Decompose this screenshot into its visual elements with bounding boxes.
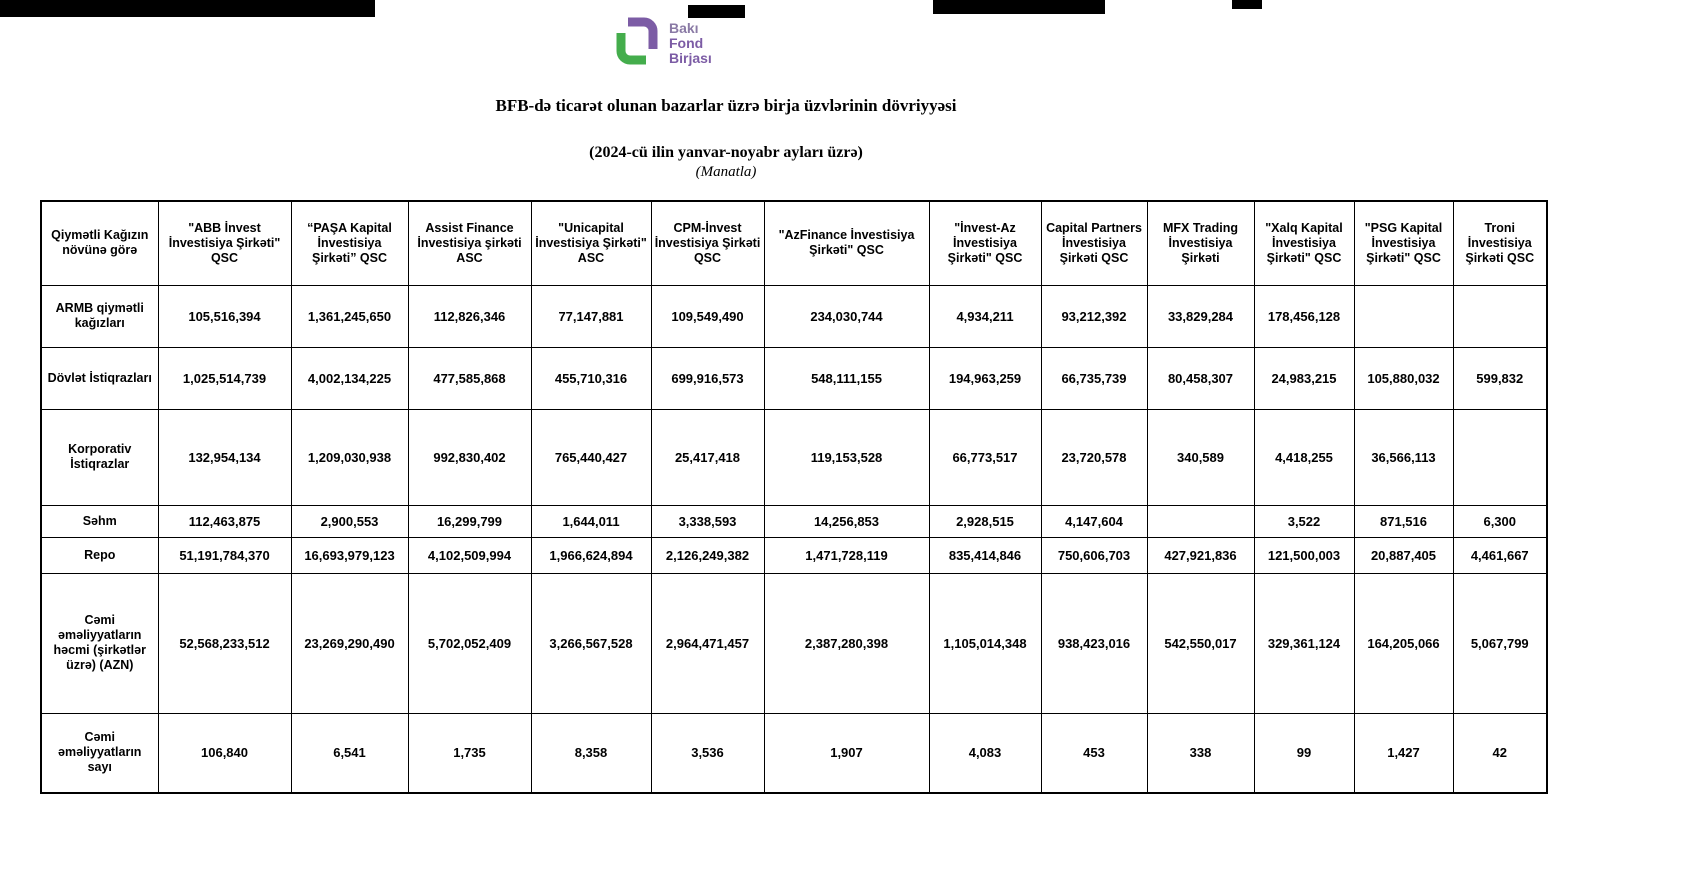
cell-r4-c0: 51,191,784,370 [158,537,291,573]
report-subtitle: (2024-cü ilin yanvar-noyabr ayları üzrə) [589,144,863,161]
cell-r4-c1: 16,693,979,123 [291,537,408,573]
cell-r4-c9: 121,500,003 [1254,537,1354,573]
cell-r1-c6: 194,963,259 [929,347,1041,409]
cell-r6-c0: 106,840 [158,713,291,793]
cell-r6-c4: 3,536 [651,713,764,793]
cell-r4-c11: 4,461,667 [1453,537,1547,573]
cell-r6-c2: 1,735 [408,713,531,793]
cell-r0-c7: 93,212,392 [1041,285,1147,347]
cell-r0-c6: 4,934,211 [929,285,1041,347]
table-body [41,285,1547,793]
redaction-bar [933,0,1105,14]
column-header-10: "PSG Kapital İnvestisiya Şirkəti" QSC [1354,201,1453,285]
cell-r4-c10: 20,887,405 [1354,537,1453,573]
column-header-8: MFX Trading İnvestisiya Şirkəti [1147,201,1254,285]
row-label-6: Cəmi əməliyyatların sayı [41,713,158,793]
cell-r6-c7: 453 [1041,713,1147,793]
cell-r0-c4: 109,549,490 [651,285,764,347]
cell-r0-c10 [1354,285,1453,347]
cell-r2-c9: 4,418,255 [1254,409,1354,505]
cell-r4-c7: 750,606,703 [1041,537,1147,573]
cell-r2-c8: 340,589 [1147,409,1254,505]
row-label-4: Repo [41,537,158,573]
cell-r2-c10: 36,566,113 [1354,409,1453,505]
cell-r2-c5: 119,153,528 [764,409,929,505]
table-row-6 [41,713,1547,793]
turnover-table [40,200,1548,794]
table-row-0 [41,285,1547,347]
cell-r3-c8 [1147,505,1254,537]
logo-line-2: Fond [669,35,704,51]
table-row-4 [41,537,1547,573]
cell-r1-c2: 477,585,868 [408,347,531,409]
cell-r5-c11: 5,067,799 [1453,573,1547,713]
cell-r5-c6: 1,105,014,348 [929,573,1041,713]
cell-r5-c1: 23,269,290,490 [291,573,408,713]
cell-r4-c2: 4,102,509,994 [408,537,531,573]
cell-r6-c8: 338 [1147,713,1254,793]
cell-r1-c0: 1,025,514,739 [158,347,291,409]
cell-r6-c6: 4,083 [929,713,1041,793]
cell-r0-c9: 178,456,128 [1254,285,1354,347]
table-head-row [41,201,1547,285]
cell-r0-c1: 1,361,245,650 [291,285,408,347]
cell-r2-c1: 1,209,030,938 [291,409,408,505]
cell-r6-c11: 42 [1453,713,1547,793]
cell-r3-c0: 112,463,875 [158,505,291,537]
cell-r5-c0: 52,568,233,512 [158,573,291,713]
cell-r5-c3: 3,266,567,528 [531,573,651,713]
cell-r2-c6: 66,773,517 [929,409,1041,505]
cell-r1-c7: 66,735,739 [1041,347,1147,409]
cell-r2-c7: 23,720,578 [1041,409,1147,505]
column-header-7: Capital Partners İnvestisiya Şirkəti QSC [1041,201,1147,285]
cell-r3-c1: 2,900,553 [291,505,408,537]
cell-r1-c1: 4,002,134,225 [291,347,408,409]
column-header-3: "Unicapital İnvestisiya Şirkəti" ASC [531,201,651,285]
cell-r3-c9: 3,522 [1254,505,1354,537]
table-row-5 [41,573,1547,713]
cell-r2-c3: 765,440,427 [531,409,651,505]
cell-r2-c11 [1453,409,1547,505]
row-label-3: Səhm [41,505,158,537]
row-label-5: Cəmi əməliyyatların həcmi (şirkətlər üzrə) (AZN) [41,573,158,713]
cell-r0-c0: 105,516,394 [158,285,291,347]
cell-r0-c2: 112,826,346 [408,285,531,347]
cell-r0-c5: 234,030,744 [764,285,929,347]
cell-r6-c3: 8,358 [531,713,651,793]
cell-r3-c3: 1,644,011 [531,505,651,537]
row-label-1: Dövlət İstiqrazları [41,347,158,409]
logo-line-1: Bakı [669,20,699,36]
cell-r4-c4: 2,126,249,382 [651,537,764,573]
column-header-11: Troni İnvestisiya Şirkəti QSC [1453,201,1547,285]
cell-r2-c2: 992,830,402 [408,409,531,505]
column-header-5: "AzFinance İnvestisiya Şirkəti" QSC [764,201,929,285]
cell-r3-c10: 871,516 [1354,505,1453,537]
cell-r3-c2: 16,299,799 [408,505,531,537]
table-row-3 [41,505,1547,537]
logo-line-3: Birjası [669,50,712,66]
column-header-0: "ABB İnvest İnvestisiya Şirkəti" QSC [158,201,291,285]
column-header-6: "İnvest-Az İnvestisiya Şirkəti" QSC [929,201,1041,285]
cell-r5-c9: 329,361,124 [1254,573,1354,713]
cell-r4-c6: 835,414,846 [929,537,1041,573]
cell-r6-c1: 6,541 [291,713,408,793]
title-block [0,96,1452,181]
report-title: BFB-də ticarət olunan bazarlar üzrə birja üzvlərinin dövriyyəsi [495,96,957,115]
cell-r0-c11 [1453,285,1547,347]
cell-r5-c2: 5,702,052,409 [408,573,531,713]
cell-r5-c10: 164,205,066 [1354,573,1453,713]
cell-r1-c4: 699,916,573 [651,347,764,409]
redaction-bar [1232,0,1262,9]
corner-header: Qiymətli Kağızın növünə görə [41,201,158,285]
column-header-9: "Xalq Kapital İnvestisiya Şirkəti" QSC [1254,201,1354,285]
cell-r3-c5: 14,256,853 [764,505,929,537]
cell-r5-c4: 2,964,471,457 [651,573,764,713]
cell-r6-c5: 1,907 [764,713,929,793]
column-header-1: “PAŞA Kapital İnvestisiya Şirkəti” QSC [291,201,408,285]
cell-r1-c10: 105,880,032 [1354,347,1453,409]
cell-r6-c9: 99 [1254,713,1354,793]
cell-r3-c4: 3,338,593 [651,505,764,537]
cell-r4-c8: 427,921,836 [1147,537,1254,573]
cell-r5-c5: 2,387,280,398 [764,573,929,713]
cell-r1-c5: 548,111,155 [764,347,929,409]
cell-r3-c11: 6,300 [1453,505,1547,537]
cell-r2-c4: 25,417,418 [651,409,764,505]
column-header-4: CPM-İnvest İnvestisiya Şirkəti QSC [651,201,764,285]
cell-r1-c9: 24,983,215 [1254,347,1354,409]
turnover-table-wrap [40,200,1548,794]
bfb-logo-text [669,21,712,66]
cell-r1-c3: 455,710,316 [531,347,651,409]
cell-r4-c5: 1,471,728,119 [764,537,929,573]
cell-r0-c8: 33,829,284 [1147,285,1254,347]
table-row-1 [41,347,1547,409]
table-row-2 [41,409,1547,505]
cell-r1-c11: 599,832 [1453,347,1547,409]
cell-r2-c0: 132,954,134 [158,409,291,505]
cell-r0-c3: 77,147,881 [531,285,651,347]
cell-r3-c6: 2,928,515 [929,505,1041,537]
report-unit-note: (Manatla) [695,164,757,180]
cell-r3-c7: 4,147,604 [1041,505,1147,537]
redaction-bar [0,0,375,17]
cell-r5-c8: 542,550,017 [1147,573,1254,713]
cell-r1-c8: 80,458,307 [1147,347,1254,409]
cell-r4-c3: 1,966,624,894 [531,537,651,573]
row-label-0: ARMB qiymətli kağızları [41,285,158,347]
cell-r6-c10: 1,427 [1354,713,1453,793]
row-label-2: Korporativ İstiqrazlar [41,409,158,505]
cell-r5-c7: 938,423,016 [1041,573,1147,713]
bfb-logo-icon [612,16,662,71]
column-header-2: Assist Finance İnvestisiya şirkəti ASC [408,201,531,285]
bfb-logo [612,16,712,71]
